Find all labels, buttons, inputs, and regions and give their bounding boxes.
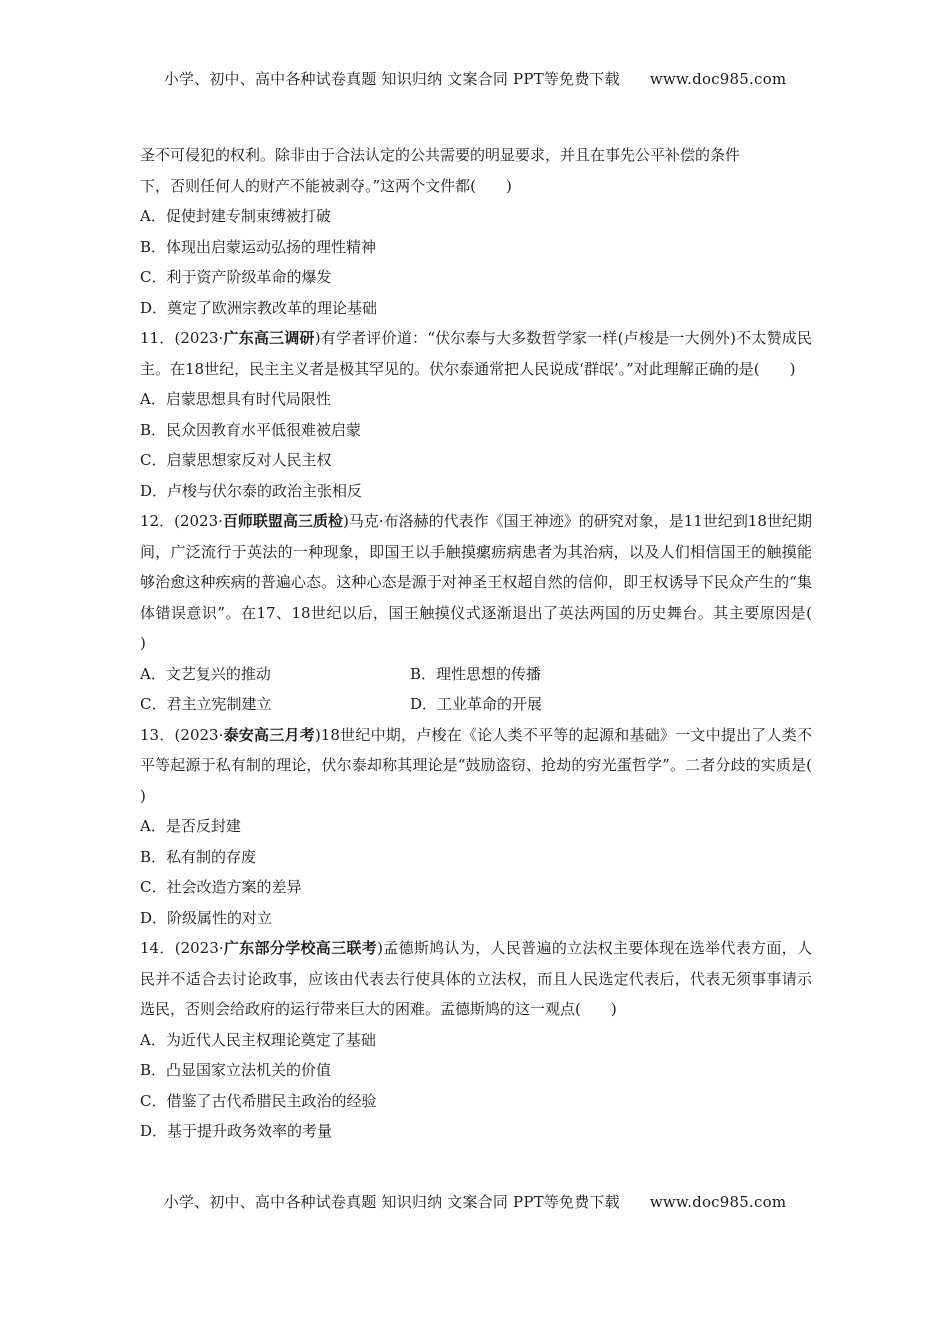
q13-text: )18世纪中期，卢梭在《论人类不平等的起源和基础》一文中提出了人类不平等起源于私有制的理论，伏尔泰却称其理论是“鼓励盗窃、抢劫的穷光蛋哲学”。二者分歧的实质是( )	[140, 725, 843, 805]
q11-option-b: B．民众因教育水平低很难被启蒙	[140, 420, 362, 439]
page-footer	[0, 1191, 950, 1212]
q12-number: 12．(2023·	[140, 512, 223, 530]
question-14	[140, 933, 812, 1147]
q13-option-b: B．私有制的存废	[140, 847, 257, 866]
q11-stem	[140, 323, 812, 384]
footer-site-link[interactable]: www.doc985.com	[649, 1193, 787, 1211]
q10-option-d: D．奠定了欧洲宗教改革的理论基础	[140, 298, 378, 317]
q12-stem	[140, 506, 843, 659]
q11-source: 广东高三调研	[223, 329, 315, 347]
q12-option-b: B．理性思想的传播	[410, 664, 542, 683]
q11-option-c: C．启蒙思想家反对人民主权	[140, 451, 332, 469]
q10-stem-line-1: 圣不可侵犯的权利。除非由于合法认定的公共需要的明显要求，并且在事先公平补偿的条件	[140, 146, 741, 164]
question-13	[140, 720, 843, 934]
q14-option-b: B．凸显国家立法机关的价值	[140, 1061, 332, 1079]
q11-text: )有学者评价道：“伏尔泰与大多数哲学家一样(卢梭是一大例外)不太赞成民主。在18世纪，民主主义者是极其罕见的。伏尔泰通常把人民说成‘群氓’。”对此理解正确的是( )	[140, 329, 812, 378]
header-site-link[interactable]: www.doc985.com	[649, 70, 787, 88]
q14-option-d: D．基于提升政务效率的考量	[140, 1122, 333, 1140]
q14-source: 广东部分学校高三联考	[223, 939, 378, 957]
q13-stem	[140, 720, 843, 812]
q12-text: )马克·布洛赫的代表作《国王神迹》的研究对象，是11世纪到18世纪期间，广泛流行于英法的一种现象，即国王以手触摸瘰疬病患者为其治病，以及人们相信国王的触摸能够治愈这种疾病的普遍心态。这种心态是源于对神圣王权超自然的信仰，即王权诱导下民众产生的“集体错误意识”。在17、18世纪以后，国王触摸仪式逐渐退出了英法两国的历史舞台。其主要原因是( )	[140, 512, 843, 652]
q11-option-d: D．卢梭与伏尔泰的政治主张相反	[140, 481, 363, 500]
q10-option-a: A．促使封建专制束缚被打破	[140, 207, 331, 225]
question-11	[140, 323, 812, 506]
q10-option-b: B．体现出启蒙运动弘扬的理性精神	[140, 237, 377, 256]
q14-text: )孟德斯鸠认为，人民普遍的立法权主要体现在选举代表方面，人民并不适合去讨论政事，应该由代表去行使具体的立法权，而且人民选定代表后，代表无须事事请示选民，否则会给政府的运行带来巨大的困难。孟德斯鸠的这一观点( )	[140, 939, 812, 1018]
header-text: 小学、初中、高中各种试卷真题 知识归纳 文案合同 PPT等免费下载	[163, 70, 620, 88]
q11-number: 11．(2023·	[140, 329, 224, 347]
question-10-continuation	[140, 140, 812, 323]
q14-option-c: C．借鉴了古代希腊民主政治的经验	[140, 1091, 377, 1110]
q14-option-a: A．为近代人民主权理论奠定了基础	[140, 1030, 376, 1049]
q10-option-c: C．利于资产阶级革命的爆发	[140, 268, 332, 286]
exam-content	[140, 140, 843, 1147]
q14-number: 14．(2023·	[140, 939, 224, 957]
q13-option-c: C．社会改造方案的差异	[140, 878, 302, 896]
q13-option-a: A．是否反封建	[140, 817, 241, 835]
q14-stem	[140, 933, 812, 1025]
q10-stem-line-2: 下，否则任何人的财产不能被剥夺。”这两个文件都( )	[140, 176, 512, 195]
q12-option-d: D．工业革命的开展	[410, 695, 543, 713]
q12-option-a: A．文艺复兴的推动	[140, 664, 271, 683]
q13-source: 泰安高三月考	[223, 725, 315, 744]
q13-number: 13．(2023·	[140, 725, 224, 744]
footer-text: 小学、初中、高中各种试卷真题 知识归纳 文案合同 PPT等免费下载	[163, 1193, 620, 1211]
q13-option-d: D．阶级属性的对立	[140, 908, 273, 927]
page-header	[0, 68, 950, 89]
q12-options-row-1	[140, 659, 812, 690]
q12-option-c: C．君主立宪制建立	[140, 695, 272, 713]
question-12	[140, 506, 843, 720]
q11-option-a: A．启蒙思想具有时代局限性	[140, 390, 331, 408]
q12-options-row-2	[140, 689, 812, 720]
q12-source: 百师联盟高三质检	[222, 512, 343, 530]
